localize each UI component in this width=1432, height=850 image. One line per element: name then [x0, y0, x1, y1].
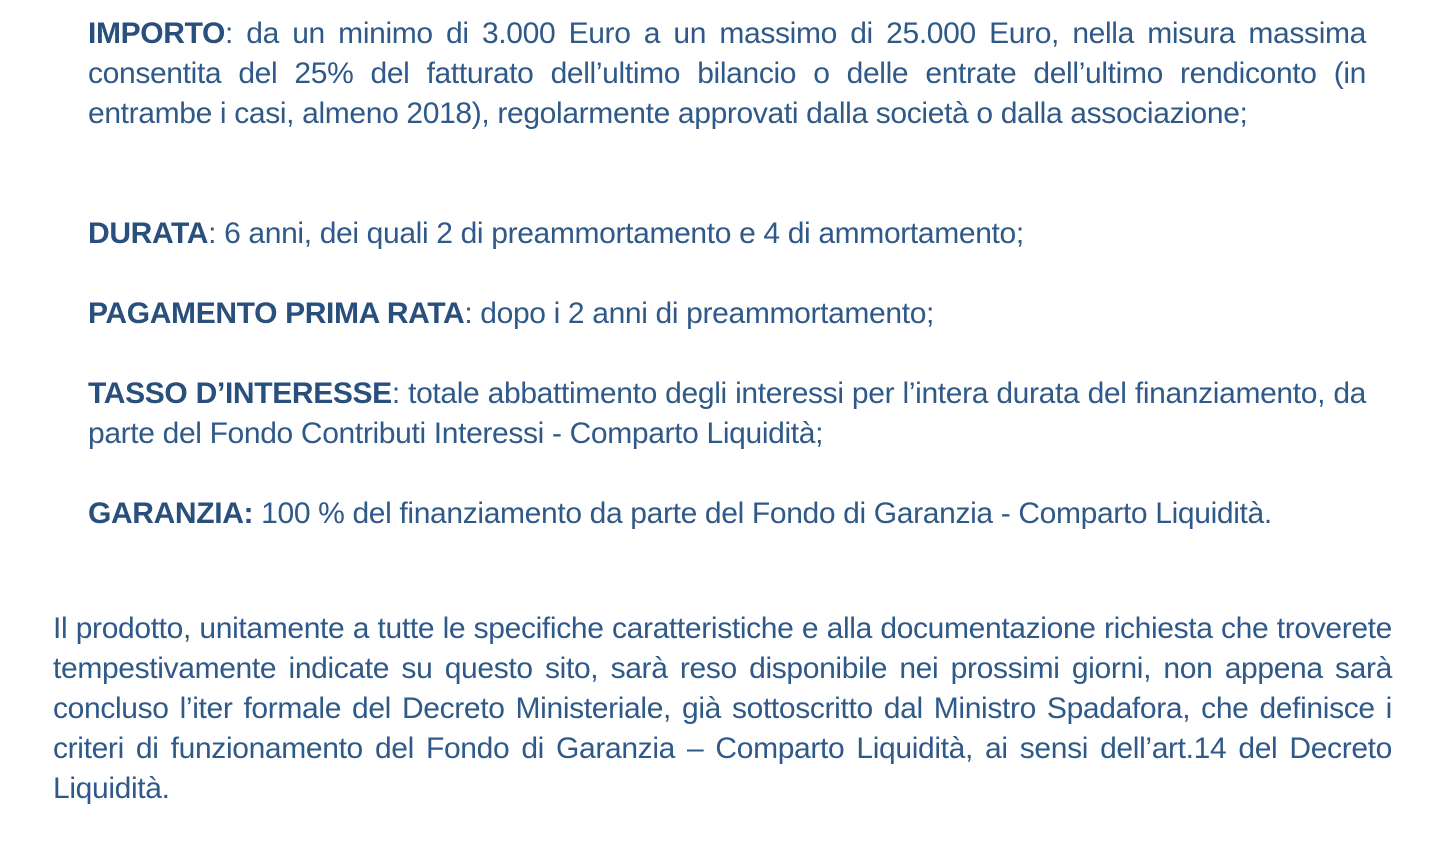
- item-text-importo: : da un minimo di 3.000 Euro a un massimo di 25.000 Euro, nella misura massima consentita del 25% del fatturato dell’ultimo bilancio o delle entrate dell’ultimo rendiconto (in entrambe i casi, almeno 2018), regolarmente approvati dalla società o dalla associazione;: [88, 17, 1366, 130]
- item-text-tasso-interesse: : totale abbattimento degli interessi per l’intera durata del finanziamento, da parte del Fondo Contributi Interessi - Comparto Liquidità;: [88, 377, 1366, 450]
- item-pagamento-prima-rata: [88, 294, 1366, 334]
- item-importo: [88, 14, 1366, 134]
- item-tasso-interesse: [88, 374, 1366, 454]
- closing-paragraph: Il prodotto, unitamente a tutte le specifiche caratteristiche e alla documentazione richiesta che troverete tempestivamente indicate su questo sito, sarà reso disponibile nei prossimi giorni, non appena sarà concluso l’iter formale del Decreto Ministeriale, già sottoscritto dal Ministro Spadafora, che definisce i criteri di funzionamento del Fondo di Garanzia – Comparto Liquidità, ai sensi dell’art.14 del Decreto Liquidità.: [53, 612, 1392, 805]
- item-durata: [88, 214, 1366, 254]
- item-text-pagamento-prima-rata: : dopo i 2 anni di preammortamento;: [464, 297, 935, 330]
- item-label-pagamento-prima-rata: PAGAMENTO PRIMA RATA: [88, 297, 465, 330]
- item-label-durata: DURATA: [88, 217, 209, 250]
- item-label-importo: IMPORTO: [88, 17, 226, 50]
- item-label-garanzia: GARANZIA:: [88, 497, 254, 530]
- item-text-durata: : 6 anni, dei quali 2 di preammortamento e 4 di ammortamento;: [208, 217, 1024, 250]
- item-label-tasso-interesse: TASSO D’INTERESSE: [88, 377, 392, 410]
- item-garanzia: [88, 494, 1366, 534]
- item-text-garanzia: 100 % del finanziamento da parte del Fondo di Garanzia - Comparto Liquidità.: [253, 497, 1272, 530]
